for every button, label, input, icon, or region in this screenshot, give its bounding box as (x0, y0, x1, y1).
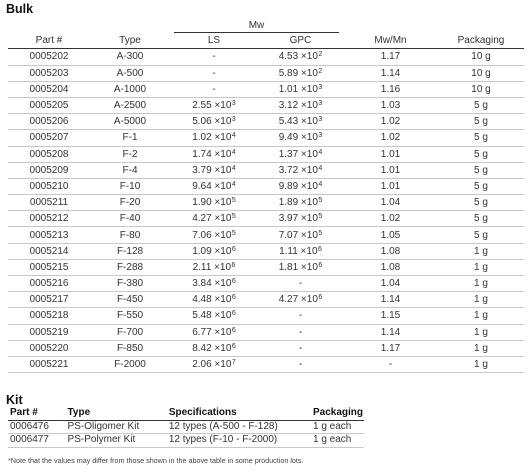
cell-mwmn: 1.03 (343, 97, 438, 113)
header-ls: LS (170, 33, 258, 49)
cell-gpc: $7.07 \times 10^5$ (258, 227, 343, 243)
cell-part: 0005210 (8, 178, 90, 194)
cell-mwmn: 1.14 (343, 324, 438, 340)
cell-ls: $5.48 \times 10^6$ (170, 308, 258, 324)
cell-type: F-2000 (90, 356, 170, 372)
cell-gpc: $3.12 \times 10^3$ (258, 97, 343, 113)
header-spacer (438, 18, 524, 33)
cell-gpc: $4.27 \times 10^6$ (258, 292, 343, 308)
cell-ls: $7.06 \times 10^5$ (170, 227, 258, 243)
cell-packaging: 5 g (438, 114, 524, 130)
header-spacer (90, 18, 170, 33)
cell-ls: $3.84 \times 10^6$ (170, 276, 258, 292)
cell-gpc: - (258, 324, 343, 340)
cell-packaging: 5 g (438, 178, 524, 194)
table-row (8, 49, 524, 65)
cell-type: F-80 (90, 227, 170, 243)
cell-ls: $8.42 \times 10^6$ (170, 340, 258, 356)
cell-packaging: 5 g (438, 146, 524, 162)
cell-packaging: 1 g (438, 259, 524, 275)
cell-gpc: - (258, 356, 343, 372)
header-spacer (8, 18, 90, 33)
cell-ls-exponent: 5 (231, 229, 236, 237)
cell-part: 0005211 (8, 195, 90, 211)
cell-ls-exponent: 3 (231, 100, 236, 108)
cell-packaging: 1 g (438, 243, 524, 259)
table-row (8, 324, 524, 340)
table-row (8, 356, 524, 372)
cell-ls: - (170, 81, 258, 97)
cell-type: F-10 (90, 178, 170, 194)
header-gpc: GPC (258, 33, 343, 49)
cell-ls: $1.90 \times 10^5$ (170, 195, 258, 211)
table-row (8, 195, 524, 211)
table-row (8, 81, 524, 97)
cell-part: 0005215 (8, 259, 90, 275)
cell-mwmn: 1.17 (343, 49, 438, 65)
cell-ls-exponent: 6 (231, 326, 236, 334)
bulk-section-title: Bulk (6, 2, 34, 16)
cell-ls-exponent: 5 (231, 213, 236, 221)
cell-mwmn: 1.02 (343, 114, 438, 130)
cell-part: 0005221 (8, 356, 90, 372)
cell-ls: $2.06 \times 10^7$ (170, 356, 258, 372)
table-row (8, 114, 524, 130)
bulk-header-row-top (8, 18, 524, 33)
table-row (8, 227, 524, 243)
cell-type: F-288 (90, 259, 170, 275)
cell-gpc-exponent: 5 (318, 213, 323, 221)
cell-ls-exponent: 4 (231, 148, 236, 156)
kit-header-type: Type (68, 407, 169, 420)
cell-packaging: 1 g (438, 308, 524, 324)
cell-ls: $2.11 \times 10^6$ (170, 259, 258, 275)
table-row (8, 211, 524, 227)
cell-ls-exponent: 3 (231, 116, 236, 124)
cell-type: A-2500 (90, 97, 170, 113)
cell-part: 0005218 (8, 308, 90, 324)
table-row (8, 162, 524, 178)
cell-gpc-exponent: 6 (318, 294, 323, 302)
cell-gpc-exponent: 4 (318, 180, 323, 188)
cell-gpc: $3.72 \times 10^4$ (258, 162, 343, 178)
cell-ls-exponent: 6 (231, 245, 236, 253)
cell-gpc: $5.89 \times 10^2$ (258, 65, 343, 81)
cell-ls: $1.09 \times 10^6$ (170, 243, 258, 259)
cell-type: F-4 (90, 162, 170, 178)
bulk-header-row (8, 33, 524, 49)
cell-mwmn: 1.16 (343, 81, 438, 97)
cell-packaging: 1 g (438, 340, 524, 356)
table-row (8, 130, 524, 146)
cell-type: F-40 (90, 211, 170, 227)
kit-section-title: Kit (6, 393, 23, 407)
table-row (8, 276, 524, 292)
cell-packaging: 5 g (438, 130, 524, 146)
table-row (8, 243, 524, 259)
cell-type: A-5000 (90, 114, 170, 130)
kit-header-part: Part # (8, 407, 68, 420)
kit-cell-packaging: 1 g each (313, 434, 364, 448)
cell-ls: $4.27 \times 10^5$ (170, 211, 258, 227)
cell-packaging: 1 g (438, 356, 524, 372)
kit-cell-specs: 12 types (A-500 - F-128) (169, 420, 313, 434)
kit-cell-specs: 12 types (F-10 - F-2000) (169, 434, 313, 448)
cell-ls: - (170, 49, 258, 65)
cell-gpc: $9.89 \times 10^4$ (258, 178, 343, 194)
cell-packaging: 5 g (438, 195, 524, 211)
cell-packaging: 5 g (438, 211, 524, 227)
cell-mwmn: 1.01 (343, 178, 438, 194)
cell-part: 0005207 (8, 130, 90, 146)
cell-ls-exponent: 6 (231, 310, 236, 318)
table-row (8, 65, 524, 81)
cell-gpc: - (258, 340, 343, 356)
cell-gpc: $1.89 \times 10^5$ (258, 195, 343, 211)
header-type: Type (90, 33, 170, 49)
cell-mwmn: 1.02 (343, 211, 438, 227)
cell-ls: $9.64 \times 10^4$ (170, 178, 258, 194)
cell-gpc-exponent: 2 (318, 51, 323, 59)
cell-gpc-exponent: 5 (318, 197, 323, 205)
header-mwmn: Mw/Mn (343, 33, 438, 49)
cell-packaging: 10 g (438, 81, 524, 97)
cell-type: F-2 (90, 146, 170, 162)
cell-ls: $4.48 \times 10^6$ (170, 292, 258, 308)
cell-part: 0005209 (8, 162, 90, 178)
cell-type: A-500 (90, 65, 170, 81)
cell-part: 0005217 (8, 292, 90, 308)
cell-mwmn: 1.04 (343, 276, 438, 292)
kit-header-packaging: Packaging (313, 407, 364, 419)
cell-gpc-exponent: 6 (318, 245, 322, 253)
cell-mwmn: 1.15 (343, 308, 438, 324)
cell-gpc-exponent: 4 (318, 164, 323, 172)
cell-type: A-1000 (90, 81, 170, 97)
cell-ls: $2.55 \times 10^3$ (170, 97, 258, 113)
kit-cell-packaging: 1 g each (313, 420, 364, 434)
header-part: Part # (8, 33, 90, 49)
cell-ls-exponent: 5 (231, 197, 236, 205)
cell-packaging: 10 g (438, 65, 524, 81)
cell-gpc: $3.97 \times 10^5$ (258, 211, 343, 227)
cell-part: 0005214 (8, 243, 90, 259)
footnote: *Note that the values may differ from those shown in the above table in some production lots. (8, 456, 304, 465)
cell-packaging: 1 g (438, 324, 524, 340)
table-row (8, 146, 524, 162)
cell-ls-exponent: 6 (231, 278, 236, 286)
cell-part: 0005206 (8, 114, 90, 130)
cell-type: F-850 (90, 340, 170, 356)
kit-table (8, 407, 364, 448)
cell-ls: $1.02 \times 10^4$ (170, 130, 258, 146)
cell-gpc: $1.11 \times 10^6$ (258, 243, 343, 259)
cell-gpc-exponent: 3 (318, 100, 323, 108)
cell-packaging: 5 g (438, 97, 524, 113)
cell-ls-exponent: 6 (231, 261, 236, 269)
cell-gpc-exponent: 4 (318, 148, 323, 156)
cell-gpc: $1.37 \times 10^4$ (258, 146, 343, 162)
table-row (8, 340, 524, 356)
cell-packaging: 5 g (438, 162, 524, 178)
cell-mwmn: 1.01 (343, 146, 438, 162)
cell-packaging: 5 g (438, 227, 524, 243)
cell-mwmn: - (343, 356, 438, 372)
cell-packaging: 1 g (438, 292, 524, 308)
cell-mwmn: 1.01 (343, 162, 438, 178)
cell-gpc: $4.53 \times 10^2$ (258, 49, 343, 65)
cell-ls-exponent: 4 (231, 164, 236, 172)
cell-gpc: $9.49 \times 10^3$ (258, 130, 343, 146)
cell-part: 0005220 (8, 340, 90, 356)
cell-mwmn: 1.05 (343, 227, 438, 243)
cell-part: 0005204 (8, 81, 90, 97)
header-mw: Mw (170, 18, 343, 33)
cell-packaging: 1 g (438, 276, 524, 292)
table-row (8, 178, 524, 194)
table-row (8, 97, 524, 113)
table-row (8, 420, 364, 434)
table-row (8, 308, 524, 324)
cell-part: 0005202 (8, 49, 90, 65)
cell-gpc: $5.43 \times 10^3$ (258, 114, 343, 130)
kit-cell-part: 0006477 (8, 434, 68, 448)
cell-ls-exponent: 4 (231, 180, 236, 188)
cell-part: 0005208 (8, 146, 90, 162)
cell-type: F-20 (90, 195, 170, 211)
cell-ls-exponent: 7 (231, 359, 236, 367)
cell-part: 0005216 (8, 276, 90, 292)
cell-ls: $1.74 \times 10^4$ (170, 146, 258, 162)
cell-gpc-exponent: 6 (318, 261, 323, 269)
cell-part: 0005219 (8, 324, 90, 340)
cell-ls-exponent: 6 (231, 342, 236, 350)
cell-mwmn: 1.14 (343, 65, 438, 81)
header-packaging: Packaging (438, 33, 524, 49)
cell-ls-exponent: 6 (231, 294, 236, 302)
cell-gpc-exponent: 3 (318, 83, 323, 91)
cell-part: 0005205 (8, 97, 90, 113)
cell-type: F-550 (90, 308, 170, 324)
cell-gpc: $1.81 \times 10^6$ (258, 259, 343, 275)
cell-gpc-exponent: 3 (318, 116, 323, 124)
kit-header-specs: Specifications (169, 407, 313, 420)
cell-part: 0005213 (8, 227, 90, 243)
cell-type: A-300 (90, 49, 170, 65)
cell-type: F-1 (90, 130, 170, 146)
cell-gpc: - (258, 276, 343, 292)
cell-ls: $6.77 \times 10^6$ (170, 324, 258, 340)
cell-mwmn: 1.14 (343, 292, 438, 308)
cell-gpc: - (258, 308, 343, 324)
kit-cell-part: 0006476 (8, 420, 68, 434)
cell-ls: $5.06 \times 10^3$ (170, 114, 258, 130)
cell-mwmn: 1.08 (343, 243, 438, 259)
cell-gpc-exponent: 5 (318, 229, 323, 237)
cell-gpc-exponent: 2 (318, 67, 323, 75)
cell-type: F-700 (90, 324, 170, 340)
bulk-table-body (8, 49, 524, 373)
kit-cell-type: PS-Oligomer Kit (68, 420, 169, 434)
header-spacer (343, 18, 438, 33)
cell-gpc: $1.01 \times 10^3$ (258, 81, 343, 97)
cell-part: 0005203 (8, 65, 90, 81)
table-row (8, 434, 364, 448)
cell-mwmn: 1.04 (343, 195, 438, 211)
cell-ls: - (170, 65, 258, 81)
table-row (8, 292, 524, 308)
kit-header-row (8, 407, 364, 420)
cell-ls-exponent: 4 (231, 132, 236, 140)
kit-cell-type: PS-Polymer Kit (68, 434, 169, 448)
cell-packaging: 10 g (438, 49, 524, 65)
bulk-table (8, 18, 524, 373)
cell-gpc-exponent: 3 (318, 132, 323, 140)
kit-table-body (8, 420, 364, 447)
cell-type: F-128 (90, 243, 170, 259)
cell-ls: $3.79 \times 10^4$ (170, 162, 258, 178)
cell-type: F-380 (90, 276, 170, 292)
table-row (8, 259, 524, 275)
cell-mwmn: 1.08 (343, 259, 438, 275)
cell-mwmn: 1.02 (343, 130, 438, 146)
cell-mwmn: 1.17 (343, 340, 438, 356)
cell-part: 0005212 (8, 211, 90, 227)
cell-type: F-450 (90, 292, 170, 308)
